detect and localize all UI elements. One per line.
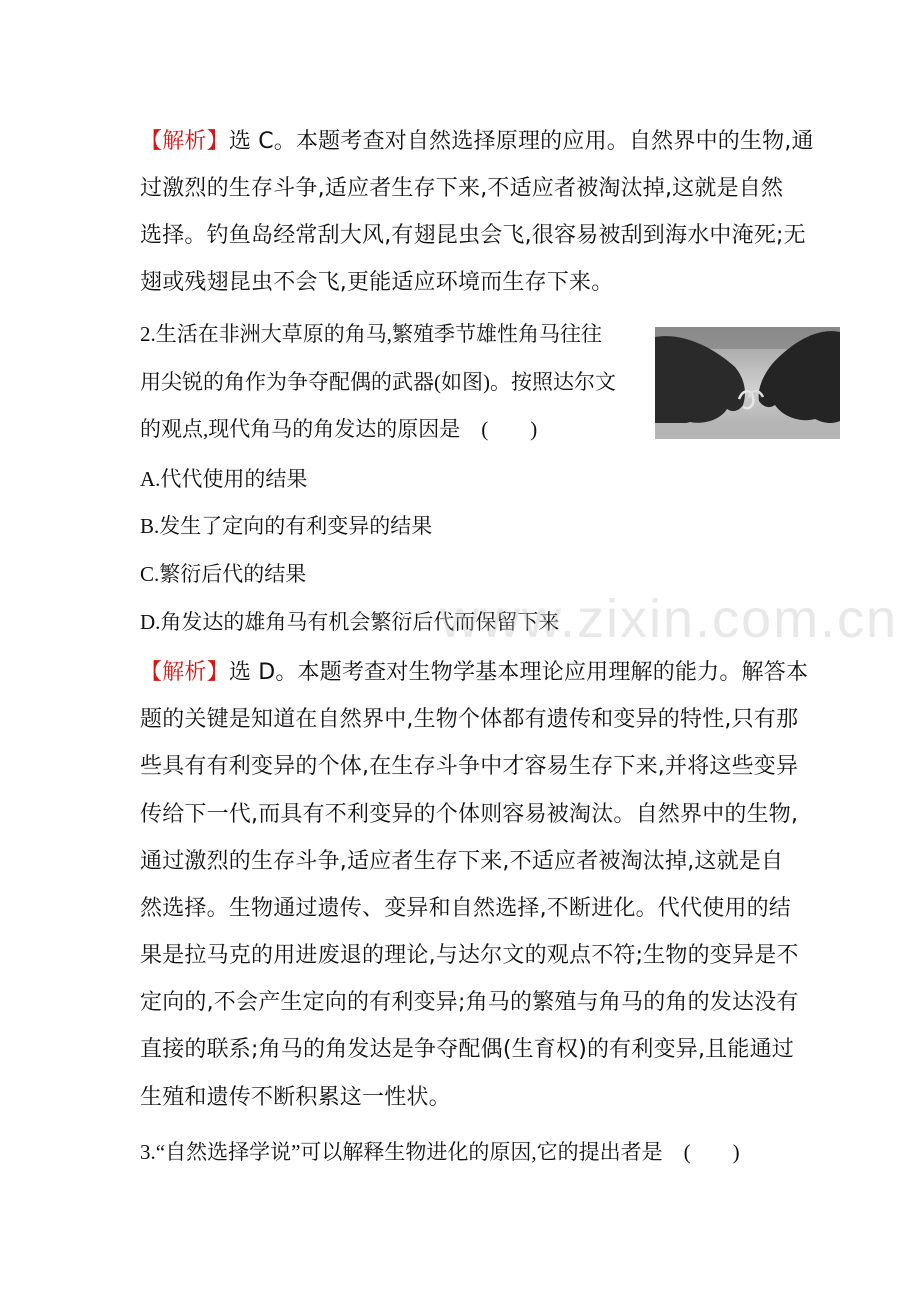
- analysis-line: [140, 655, 808, 686]
- question-stem-line: 的观点,现代角马的角发达的原因是 ( ): [140, 417, 538, 441]
- question-stem-line: 2.生活在非洲大草原的角马,繁殖季节雄性角马往往: [140, 322, 602, 346]
- analysis-line: 过激烈的生存斗争,适应者生存下来,不适应者被淘汰掉,这就是自然: [140, 176, 784, 201]
- analysis-line: 翅或残翅昆虫不会飞,更能适应环境而生存下来。: [140, 270, 614, 295]
- analysis-text: 选 C。本题考查对自然选择原理的应用。自然界中的生物,通: [228, 129, 814, 154]
- question-3-stem: 3.“自然选择学说”可以解释生物进化的原因,它的提出者是 ( ): [140, 1140, 740, 1164]
- question-stem-line: 用尖锐的角作为争夺配偶的武器(如图)。按照达尔文: [140, 370, 616, 394]
- analysis-line: 些具有有利变异的个体,在生存斗争中才容易生存下来,并将这些变异: [140, 754, 799, 779]
- option-a: A.代代使用的结果: [140, 467, 308, 491]
- wildebeest-illustration: [655, 327, 840, 439]
- analysis-text: 选 D。本题考查对生物学基本理论应用理解的能力。解答本: [228, 660, 809, 685]
- option-d: D.角发达的雄角马有机会繁衍后代而保留下来: [140, 610, 560, 634]
- analysis-line: 生殖和遗传不断积累这一性状。: [140, 1085, 451, 1110]
- analysis-line: 定向的,不会产生定向的有利变异;角马的繁殖与角马的角的发达没有: [140, 990, 799, 1015]
- option-c: C.繁衍后代的结果: [140, 562, 307, 586]
- wildebeest-fighting-photo: [655, 327, 840, 439]
- watermark: www.zixin.com.cn: [440, 589, 899, 649]
- analysis-line: 通过激烈的生存斗争,适应者生存下来,不适应者被淘汰掉,这就是自: [140, 849, 784, 874]
- analysis-tag: 【解析】: [140, 660, 229, 685]
- analysis-line: 题的关键是知道在自然界中,生物个体都有遗传和变异的特性,只有那: [140, 707, 799, 732]
- analysis-tag: 【解析】: [140, 129, 229, 154]
- analysis-line: 直接的联系;角马的角发达是争夺配偶(生育权)的有利变异,且能通过: [140, 1037, 794, 1062]
- analysis-line: 果是拉马克的用进废退的理论,与达尔文的观点不符;生物的变异是不: [140, 943, 799, 968]
- analysis-line: 然选择。生物通过遗传、变异和自然选择,不断进化。代代使用的结: [140, 896, 791, 921]
- analysis-line: 选择。钓鱼岛经常刮大风,有翅昆虫会飞,很容易被刮到海水中淹死;无: [140, 223, 806, 248]
- analysis-line: [140, 124, 814, 155]
- option-b: B.发生了定向的有利变异的结果: [140, 514, 433, 538]
- analysis-line: 传给下一代,而具有不利变异的个体则容易被淘汰。自然界中的生物,: [140, 802, 799, 827]
